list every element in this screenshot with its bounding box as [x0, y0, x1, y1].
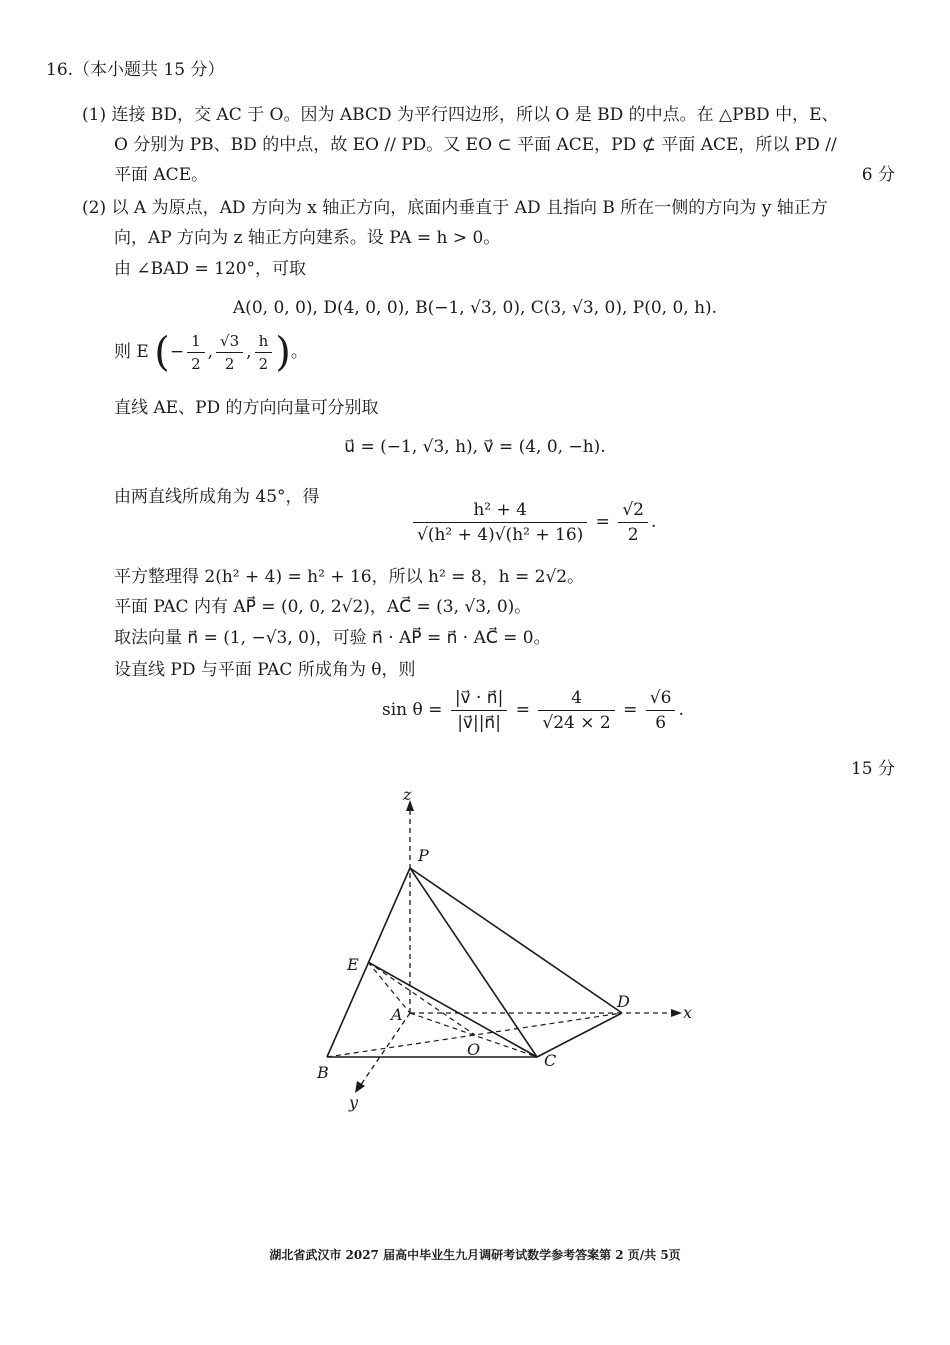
label-a: A	[391, 1005, 403, 1024]
label-o: O	[467, 1040, 481, 1059]
page-footer: 湖北省武汉市 2027 届高中毕业生九月调研考试数学参考答案第 2 页/共 5页	[269, 1248, 681, 1262]
sine-lhs: sin θ =	[382, 700, 443, 720]
sine-frac-1: $\frac{|v⃗ \cdot n⃗|}{|v⃗||n⃗|}$	[451, 688, 508, 733]
part1-score: 6 分	[861, 165, 895, 185]
edge-pd	[410, 868, 622, 1013]
part1-line3: 平面 ACE。	[114, 165, 209, 185]
label-x: x	[683, 1003, 693, 1022]
edge-ae	[368, 962, 410, 1013]
coordinates-line: A(0, 0, 0), D(4, 0, 0), B(−1, √3, 0), C(3, √3, 0), P(0, 0, h).	[232, 298, 718, 318]
label-b: B	[317, 1063, 329, 1082]
part2-line2: 向，AP 方向为 z 轴正方向建系。设 PA = h > 0。	[114, 228, 501, 248]
sine-frac-3: $\frac{√6}{6}$	[646, 688, 676, 733]
label-p: P	[418, 846, 429, 865]
e-frac-2: $\frac{√3}{2}$	[216, 332, 243, 373]
problem-header: 16.（本小题共 15 分）	[46, 60, 225, 80]
part2-line1: (2) 以 A 为原点，AD 方向为 x 轴正方向，底面内垂直于 AD 且指向 B 所在一侧的方向为 y 轴正方	[82, 198, 828, 218]
vectors-line: u⃗ = (−1, √3, h), v⃗ = (4, 0, −h).	[344, 437, 606, 457]
edge-eo	[368, 962, 475, 1035]
label-c: C	[544, 1051, 557, 1070]
x-axis-arrow	[671, 1009, 682, 1017]
theta-line: 设直线 PD 与平面 PAC 所成角为 θ，则	[114, 660, 416, 680]
cosine-rhs: $\frac{√2}{2}$	[618, 500, 648, 545]
label-z: z	[403, 785, 412, 804]
y-axis-arrow	[355, 1081, 365, 1093]
normal-line: 取法向量 n⃗ = (1, −√3, 0)，可验 n⃗ · AP⃗ = n⃗ · AC⃗ = 0。	[114, 628, 551, 648]
sine-equation: sin θ = $\frac{|v⃗ \cdot n⃗|}{|v⃗||n⃗|}$ = $\frac{4}{√24 \times 2}$ = $\frac{√6}{6}$ .	[382, 688, 684, 733]
sine-frac-2: $\frac{4}{√24 \times 2}$	[538, 688, 614, 733]
equation-cosine: $\frac{\text{h² + 4}}{\text{√(h² + 4)√(h² + 16)}}$ = $\frac{√2}{2}$ .	[410, 500, 656, 545]
part1-line2: O 分别为 PB、BD 的中点，故 EO // PD。又 EO ⊂ 平面 ACE，PD ⊄ 平面 ACE，所以 PD //	[114, 135, 837, 155]
direction-line: 直线 AE、PD 的方向向量可分别取	[114, 398, 379, 418]
plane-line: 平面 PAC 内有 AP⃗ = (0, 0, 2√2)，AC⃗ = (3, √3, 0)。	[114, 597, 532, 617]
point-e-prefix: 则 E	[114, 342, 149, 362]
cosine-frac: $\frac{\text{h² + 4}}{\text{√(h² + 4)√(h² + 16)}}$	[413, 500, 587, 545]
part2-line3: 由 ∠BAD = 120°，可取	[114, 259, 307, 279]
label-e: E	[347, 955, 359, 974]
label-d: D	[617, 992, 630, 1011]
point-e-line: 则 E (− $\frac{1}{2}$ , $\frac{√3}{2}$ , $\frac{h}{2}$ )。	[114, 329, 308, 376]
label-y: y	[349, 1093, 359, 1112]
part1-line1: (1) 连接 BD，交 AC 于 O。因为 ABCD 为平行四边形，所以 O 是 BD 的中点。在 △PBD 中，E、	[82, 105, 839, 125]
edge-pc	[410, 868, 537, 1057]
part2-score: 15 分	[850, 759, 895, 779]
e-frac-3: $\frac{h}{2}$	[255, 332, 273, 373]
angle-line: 由两直线所成角为 45°，得	[114, 487, 320, 507]
e-frac-1: $\frac{1}{2}$	[187, 332, 205, 373]
simplify-line: 平方整理得 2(h² + 4) = h² + 16，所以 h² = 8，h = 2√2。	[114, 567, 585, 587]
